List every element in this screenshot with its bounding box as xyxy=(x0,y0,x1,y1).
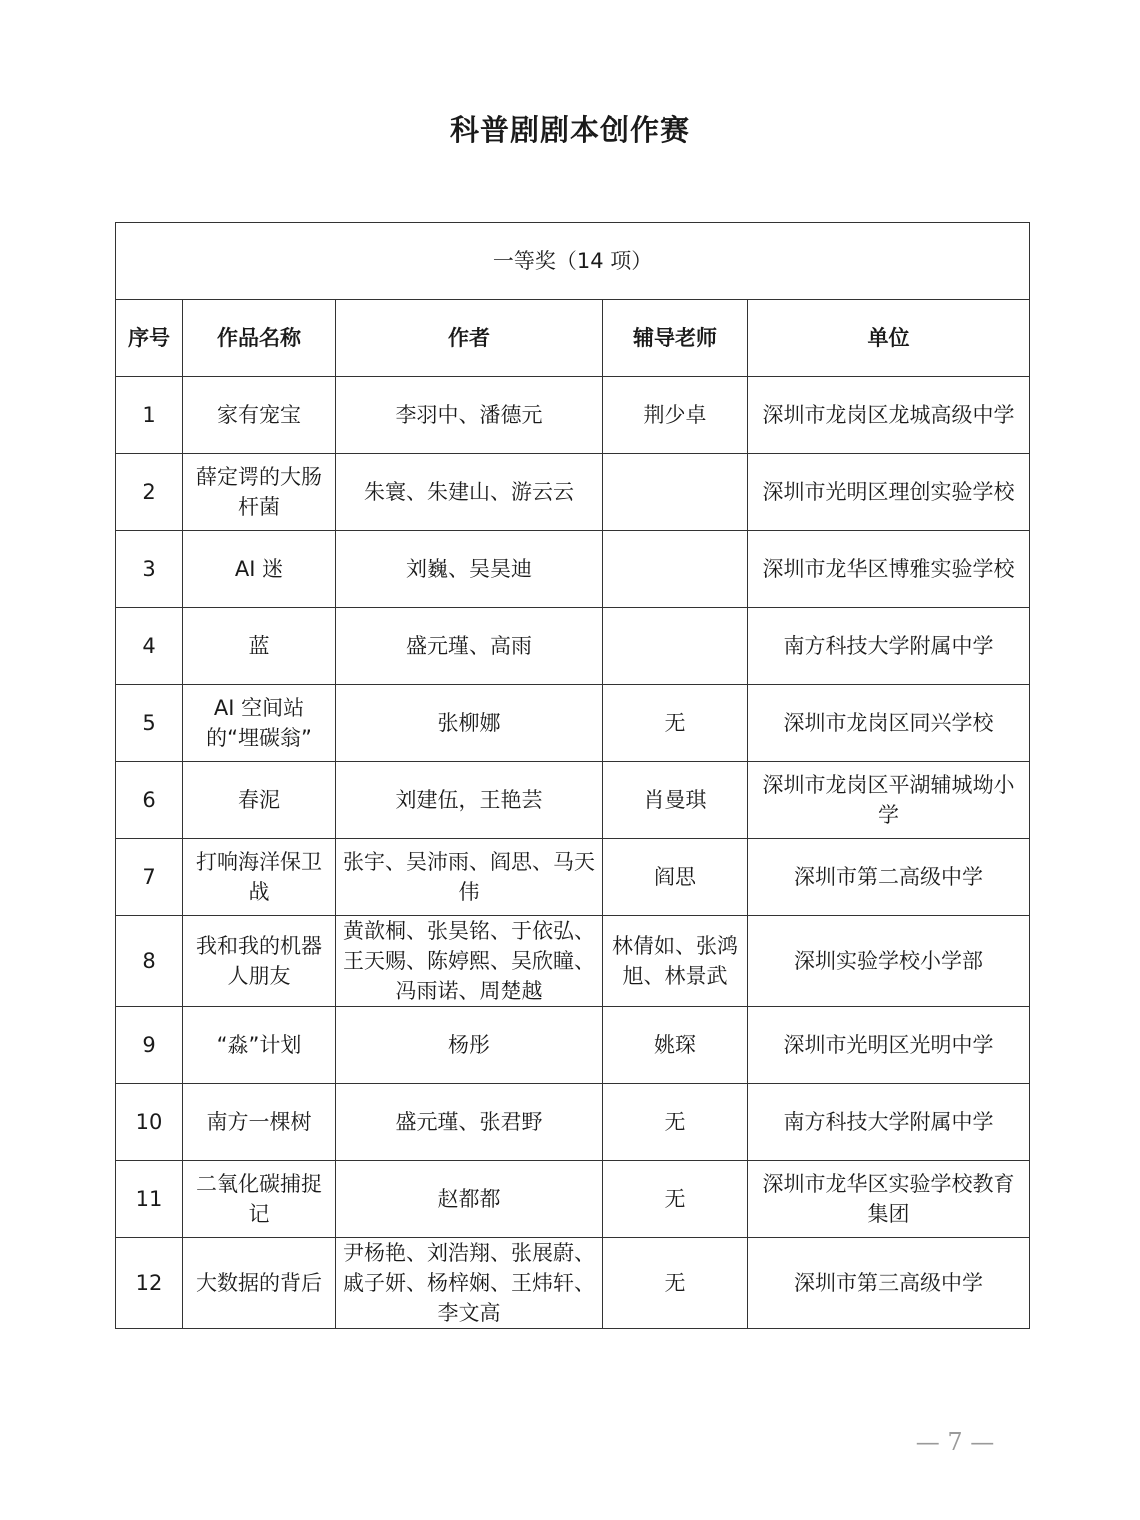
cell-author: 张柳娜 xyxy=(336,685,603,762)
cell-no: 7 xyxy=(116,839,183,916)
cell-unit: 深圳市龙岗区同兴学校 xyxy=(748,685,1030,762)
cell-unit: 南方科技大学附属中学 xyxy=(748,1084,1030,1161)
cell-unit: 深圳市龙岗区平湖辅城坳小学 xyxy=(748,762,1030,839)
cell-work: AI 空间站的“埋碳翁” xyxy=(183,685,336,762)
table-row xyxy=(116,1161,1030,1238)
cell-author: 张宇、吴沛雨、阎思、马天伟 xyxy=(336,839,603,916)
table-row xyxy=(116,839,1030,916)
cell-author: 刘建伍，王艳芸 xyxy=(336,762,603,839)
page-number: — 7 — xyxy=(915,1428,995,1456)
award-group-row xyxy=(116,223,1030,300)
cell-author: 朱寰、朱建山、游云云 xyxy=(336,454,603,531)
table-row xyxy=(116,531,1030,608)
cell-teacher: 无 xyxy=(603,1238,748,1329)
cell-unit: 深圳实验学校小学部 xyxy=(748,916,1030,1007)
cell-work: 我和我的机器人朋友 xyxy=(183,916,336,1007)
cell-no: 12 xyxy=(116,1238,183,1329)
header-no: 序号 xyxy=(116,300,183,377)
cell-no: 9 xyxy=(116,1007,183,1084)
cell-no: 11 xyxy=(116,1161,183,1238)
table-row xyxy=(116,454,1030,531)
cell-no: 4 xyxy=(116,608,183,685)
cell-work: 春泥 xyxy=(183,762,336,839)
table-row xyxy=(116,916,1030,1007)
table-row xyxy=(116,1084,1030,1161)
cell-no: 2 xyxy=(116,454,183,531)
cell-work: 打响海洋保卫战 xyxy=(183,839,336,916)
cell-no: 6 xyxy=(116,762,183,839)
cell-teacher xyxy=(603,531,748,608)
cell-teacher: 肖曼琪 xyxy=(603,762,748,839)
cell-author: 盛元瑾、张君野 xyxy=(336,1084,603,1161)
cell-work: 南方一棵树 xyxy=(183,1084,336,1161)
cell-unit: 深圳市光明区光明中学 xyxy=(748,1007,1030,1084)
award-table xyxy=(115,222,1030,1329)
cell-teacher xyxy=(603,454,748,531)
cell-no: 1 xyxy=(116,377,183,454)
cell-work: “淼”计划 xyxy=(183,1007,336,1084)
cell-unit: 南方科技大学附属中学 xyxy=(748,608,1030,685)
cell-unit: 深圳市第二高级中学 xyxy=(748,839,1030,916)
header-unit: 单位 xyxy=(748,300,1030,377)
cell-no: 5 xyxy=(116,685,183,762)
cell-teacher: 荆少卓 xyxy=(603,377,748,454)
cell-teacher: 无 xyxy=(603,1161,748,1238)
award-group-title: 一等奖（14 项） xyxy=(116,223,1030,300)
header-work: 作品名称 xyxy=(183,300,336,377)
table-row xyxy=(116,685,1030,762)
cell-work: 大数据的背后 xyxy=(183,1238,336,1329)
cell-unit: 深圳市龙岗区龙城高级中学 xyxy=(748,377,1030,454)
cell-author: 尹杨艳、刘浩翔、张展蔚、戚子妍、杨梓娴、王炜轩、李文高 xyxy=(336,1238,603,1329)
cell-unit: 深圳市光明区理创实验学校 xyxy=(748,454,1030,531)
cell-work: 家有宠宝 xyxy=(183,377,336,454)
table-row xyxy=(116,608,1030,685)
cell-work: 薛定谔的大肠杆菌 xyxy=(183,454,336,531)
cell-work: 蓝 xyxy=(183,608,336,685)
table-row xyxy=(116,1238,1030,1329)
cell-no: 8 xyxy=(116,916,183,1007)
cell-teacher: 阎思 xyxy=(603,839,748,916)
header-teacher: 辅导老师 xyxy=(603,300,748,377)
cell-teacher xyxy=(603,608,748,685)
cell-teacher: 无 xyxy=(603,1084,748,1161)
cell-author: 赵都都 xyxy=(336,1161,603,1238)
cell-teacher: 姚琛 xyxy=(603,1007,748,1084)
cell-unit: 深圳市龙华区实验学校教育集团 xyxy=(748,1161,1030,1238)
cell-teacher: 无 xyxy=(603,685,748,762)
header-author: 作者 xyxy=(336,300,603,377)
cell-author: 杨彤 xyxy=(336,1007,603,1084)
cell-no: 3 xyxy=(116,531,183,608)
cell-author: 李羽中、潘德元 xyxy=(336,377,603,454)
cell-author: 刘巍、吴昊迪 xyxy=(336,531,603,608)
cell-author: 盛元瑾、高雨 xyxy=(336,608,603,685)
table-header-row xyxy=(116,300,1030,377)
cell-work: AI 迷 xyxy=(183,531,336,608)
cell-author: 黄歆桐、张昊铭、于依弘、王天赐、陈婷熙、吴欣瞳、冯雨诺、周楚越 xyxy=(336,916,603,1007)
cell-no: 10 xyxy=(116,1084,183,1161)
cell-work: 二氧化碳捕捉记 xyxy=(183,1161,336,1238)
page-title: 科普剧剧本创作赛 xyxy=(449,113,690,147)
table-row xyxy=(116,762,1030,839)
table-row xyxy=(116,377,1030,454)
table-row xyxy=(116,1007,1030,1084)
cell-teacher: 林倩如、张鸿旭、林景武 xyxy=(603,916,748,1007)
cell-unit: 深圳市第三高级中学 xyxy=(748,1238,1030,1329)
cell-unit: 深圳市龙华区博雅实验学校 xyxy=(748,531,1030,608)
